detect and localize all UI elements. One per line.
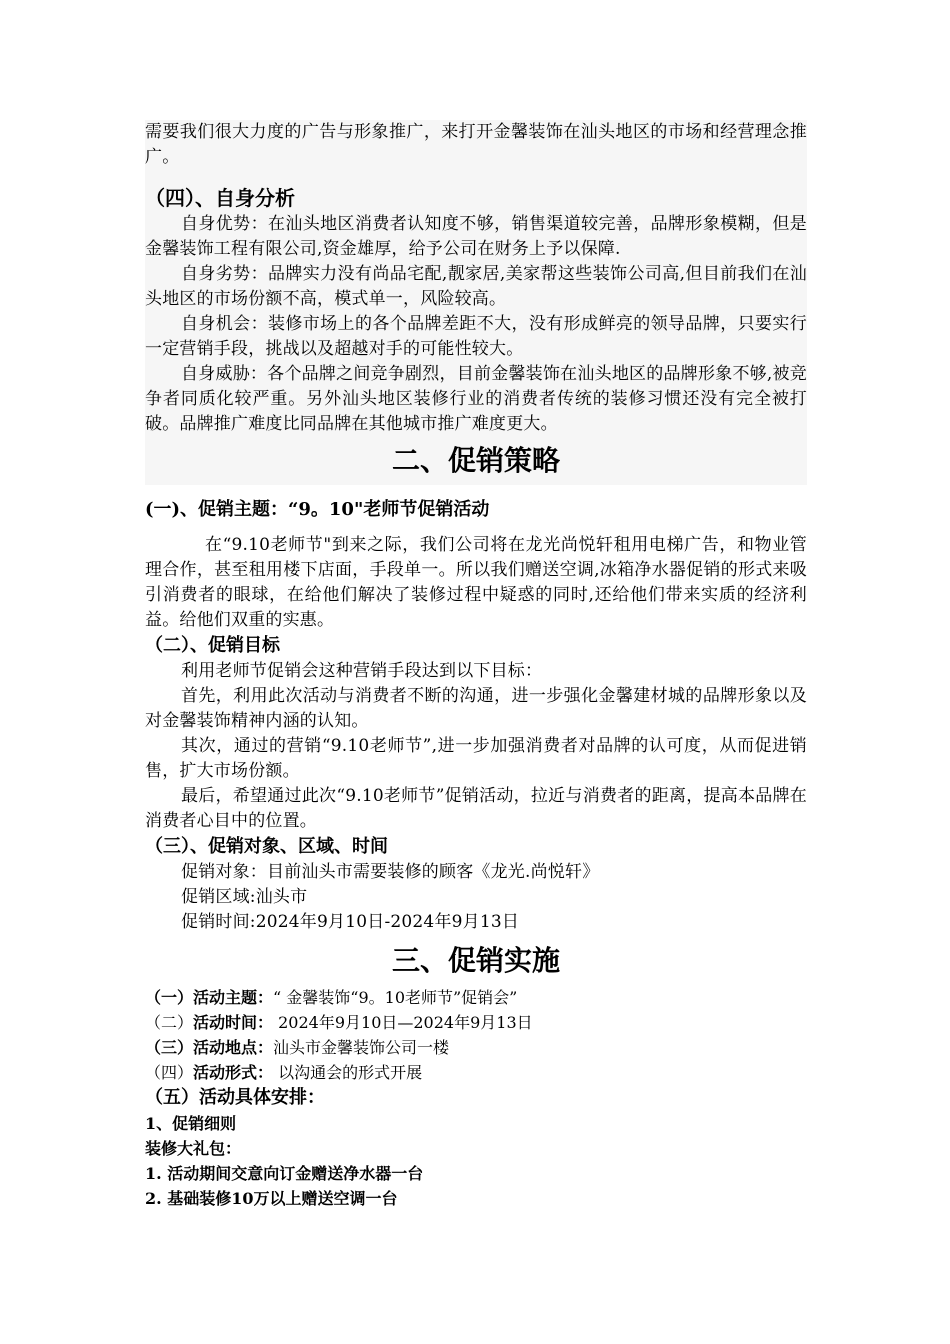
activity-time-value: 2024年9月10日—2024年9月13日: [273, 1013, 533, 1032]
package-item-1: 1. 活动期间交意向订金赠送净水器一台: [145, 1164, 424, 1183]
promo-target: 促销对象：目前汕头市需要装修的顾客《龙光.尚悦轩》: [181, 862, 600, 882]
intro-paragraph: 需要我们很大力度的广告与形象推广，来打开金馨装饰在汕头地区的市场和经营理念推广。: [145, 122, 807, 167]
self-threats: 自身威胁：各个品牌之间竞争剧烈，目前金馨装饰在汕头地区的品牌形象不够,被竞争者同质化较严重。另外汕头地区装修行业的消费者传统的装修习惯还没有完全被打破。品牌推广难度比同品牌在其他城市推广难度更大。: [145, 364, 807, 434]
subheading-schedule: （五）活动具体安排：: [145, 1087, 325, 1108]
self-strengths: 自身优势：在汕头地区消费者认知度不够，销售渠道较完善，品牌形象模糊，但是金馨装饰工程有限公司,资金雄厚，给予公司在财务上予以保障.: [145, 214, 807, 259]
chapter-heading-implementation: 三、促销实施: [391, 944, 560, 977]
activity-place-label: （三）活动地点：: [145, 1038, 274, 1057]
package-heading: 装修大礼包：: [145, 1139, 242, 1158]
activity-form-label: 活动形式：: [193, 1063, 274, 1082]
activity-time-num: （二）: [145, 1013, 194, 1032]
activity-theme-value: “ 金馨装饰“9。10老师节”促销会”: [273, 988, 518, 1007]
section-heading-self-analysis: （四）、自身分析: [145, 186, 295, 210]
goal-first: 首先，利用此次活动与消费者不断的沟通，进一步强化金馨建材城的品牌形象以及对金馨装饰精神内涵的认知。: [145, 686, 807, 731]
rules-heading: 1、促销细则: [145, 1114, 237, 1133]
self-weaknesses: 自身劣势：品牌实力没有尚品宅配,靓家居,美家帮这些装饰公司高,但目前我们在汕头地区的市场份额不高，模式单一，风险较高。: [145, 264, 807, 309]
activity-place-value: 汕头市金馨装饰公司一楼: [273, 1038, 450, 1057]
subheading-promo-goal: （二）、促销目标: [145, 635, 280, 656]
activity-time-line: [145, 1010, 807, 1035]
shaded-block: [145, 120, 807, 485]
goal-second: 其次，通过的营销“9.10老师节”,进一步加强消费者对品牌的认可度，从而促进销售，扩大市场份额。: [145, 736, 807, 781]
goal-third: 最后，希望通过此次“9.10老师节”促销活动，拉近与消费者的距离，提高本品牌在消费者心目中的位置。: [145, 786, 807, 831]
activity-time-label: 活动时间：: [193, 1013, 274, 1032]
subheading-promo-theme: (一)、促销主题：“9。10"老师节促销活动: [145, 499, 490, 520]
subheading-promo-target: （三）、促销对象、区域、时间: [145, 836, 388, 857]
promo-time: 促销时间:2024年9月10日-2024年9月13日: [181, 912, 520, 932]
activity-form-value: 以沟通会的形式开展: [273, 1063, 423, 1082]
activity-theme-label: （一）活动主题：: [145, 988, 274, 1007]
goal-intro: 利用老师节促销会这种营销手段达到以下目标：: [181, 661, 543, 681]
self-opportunities: 自身机会：装修市场上的各个品牌差距不大，没有形成鲜亮的领导品牌，只要实行一定营销手段，挑战以及超越对手的可能性较大。: [145, 314, 807, 359]
promo-theme-paragraph: 在“9.10老师节"到来之际，我们公司将在龙光尚悦轩租用电梯广告，和物业管理合作，甚至租用楼下店面，手段单一。所以我们赠送空调,冰箱净水器促销的形式来吸引消费者的眼球，在给他们解决了装修过程中疑惑的同时,还给他们带来实质的经济利益。给他们双重的实惠。: [145, 535, 807, 630]
activity-place-line: [145, 1035, 807, 1060]
document-page: [145, 120, 807, 1211]
package-item-2: 2. 基础装修10万以上赠送空调一台: [145, 1189, 398, 1208]
promo-region: 促销区域:汕头市: [181, 887, 308, 907]
activity-form-num: （四）: [145, 1063, 194, 1082]
activity-form-line: [145, 1060, 807, 1085]
activity-theme-line: [145, 985, 807, 1010]
chapter-heading-strategy: 二、促销策略: [391, 444, 560, 477]
